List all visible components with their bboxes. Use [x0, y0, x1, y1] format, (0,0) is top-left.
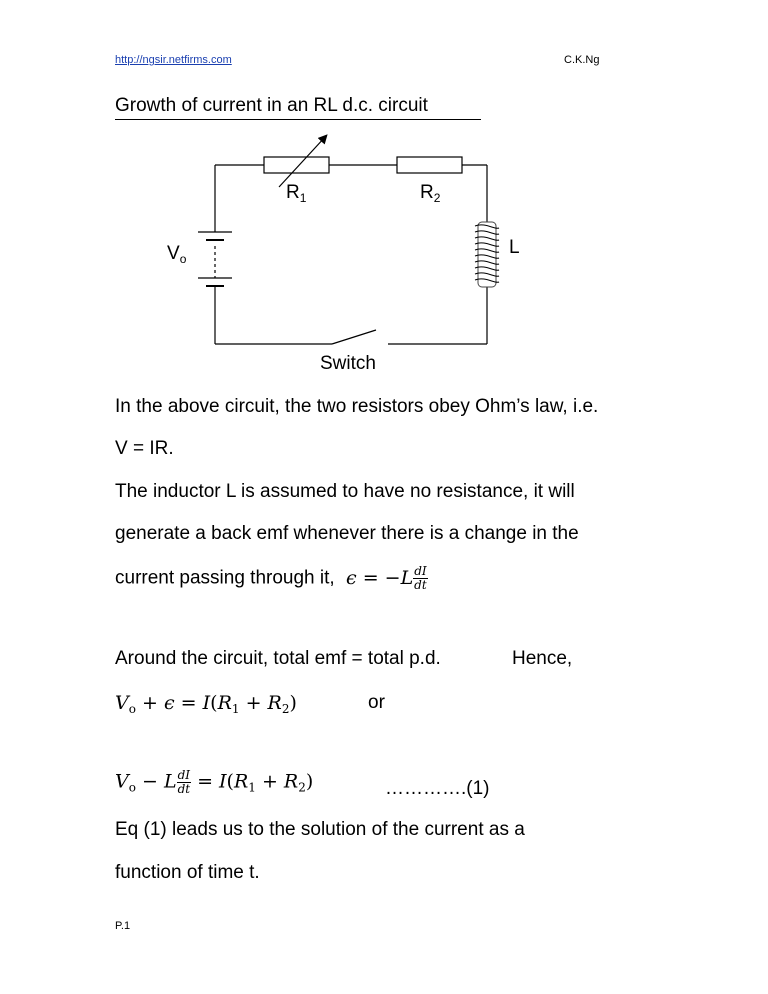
header-link[interactable]: http://ngsir.netfirms.com [115, 54, 232, 66]
label-r1: $R_1$ [286, 182, 307, 205]
label-inductor: L [509, 237, 520, 258]
paragraph-5a: Eq (1) leads us to the solution of the current as a [115, 819, 525, 840]
paragraph-4: Around the circuit, total emf = total p.d. [115, 648, 441, 669]
or-word: or [368, 692, 385, 713]
hence-word: Hence, [512, 648, 573, 669]
switch [332, 330, 376, 344]
equation-1: $V_o - L$ $\frac{dI}{dt}$ = $I(R_1 + R_2)$ [115, 768, 314, 796]
inductor-coil [475, 222, 499, 287]
circuit-wires [215, 165, 487, 344]
paragraph-5b: function of time t. [115, 862, 260, 883]
page-number: P.1 [115, 920, 131, 932]
page-title: Growth of current in an RL d.c. circuit [115, 95, 428, 116]
equation-kirchhoff: $V_o + \epsilon = I(R_1 + R_2)$ [115, 692, 297, 716]
label-switch: Switch [320, 353, 376, 374]
paragraph-3c: current passing through it, [115, 567, 335, 589]
paragraph-3a: The inductor L is assumed to have no resistance, it will [115, 481, 575, 502]
label-r2: $R_2$ [420, 182, 441, 205]
equation-number: ………….(1) [385, 778, 490, 799]
battery-vo [198, 232, 232, 294]
emf-formula: ϵ = −L $\frac{dI}{dt}$ [339, 564, 427, 592]
resistor-r1 [264, 136, 329, 187]
resistor-r2 [397, 157, 462, 173]
paragraph-3c-line [115, 565, 428, 592]
paragraph-1: In the above circuit, the two resistors obey Ohm’s law, i.e. [115, 396, 599, 417]
paragraph-2: V = IR. [115, 438, 174, 459]
header-author: C.K.Ng [564, 54, 600, 66]
label-vo: $V_o$ [167, 243, 187, 266]
paragraph-3b: generate a back emf whenever there is a change in the [115, 523, 579, 544]
